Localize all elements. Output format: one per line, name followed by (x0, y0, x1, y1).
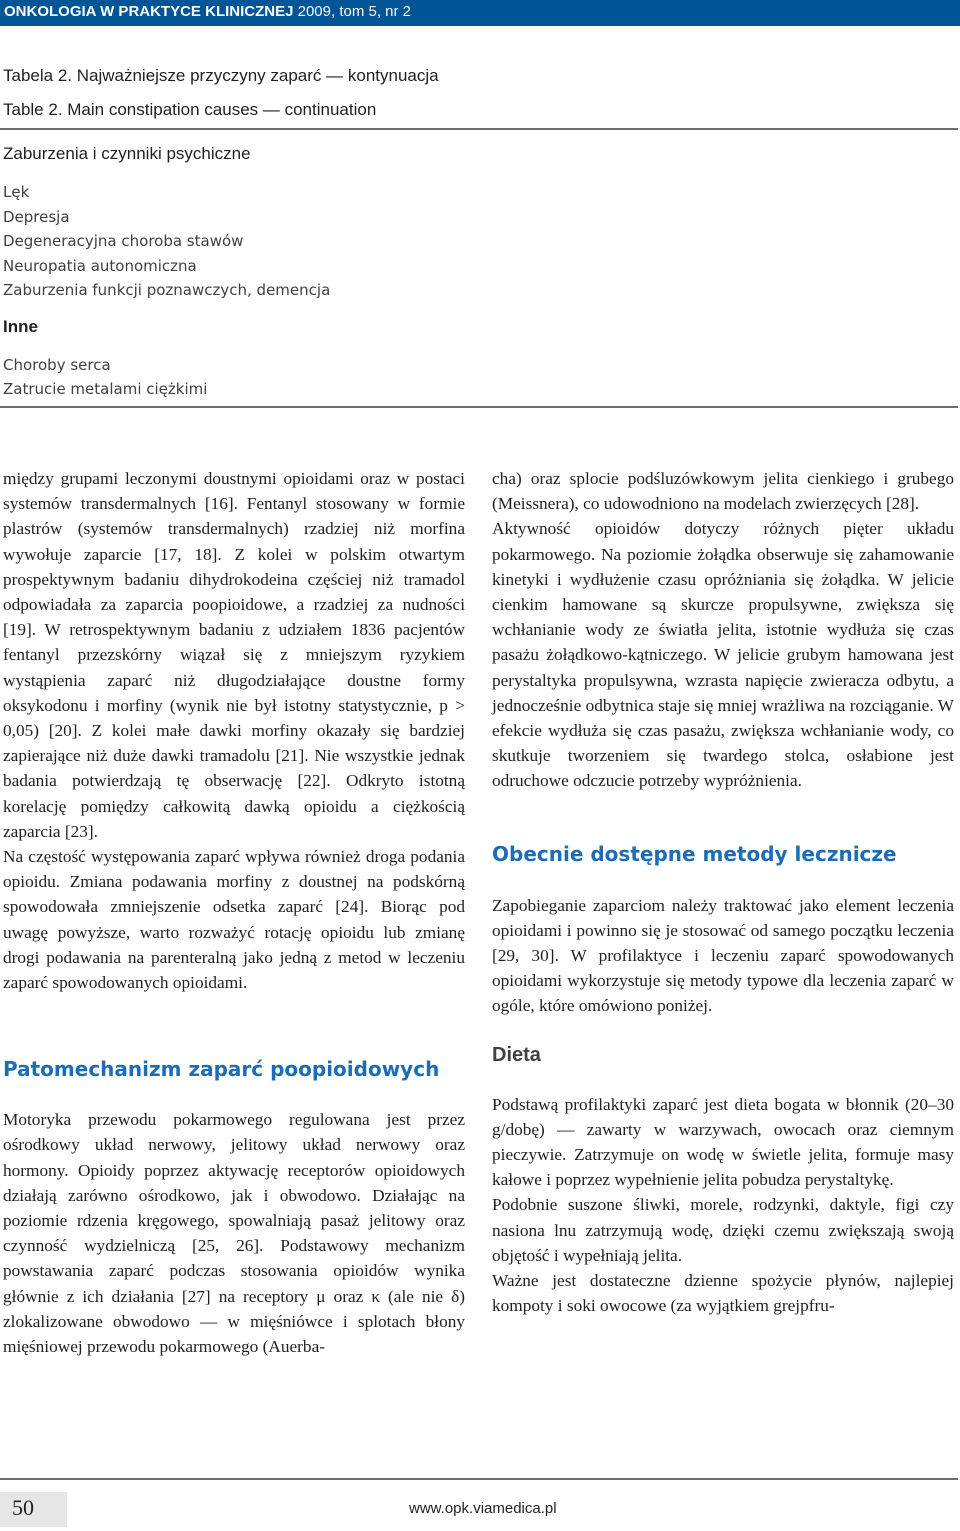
journal-header-bar (0, 0, 960, 26)
table-item: Depresja (3, 208, 70, 226)
body-paragraph: Motoryka przewodu pokarmowego regulowana jest przez ośrodkowy układ nerwowy, jelitowy układ nerwowy oraz hormony. Opioidy poprzez aktywację receptorów opioidowych działają zarówno ośrodkowo, jak i obwodowo. Działając na poziomie rdzenia kręgowego, spowalniają pasaż jelitowy oraz czynność wydzielniczą [25, 26]. Podstawowy mechanizm powstawania zaparć podczas stosowania opioidów wynika głównie z ich działania [27] na receptory μ oraz κ (ale nie δ) zlokalizowane obwodowo — w mięśniówce i splotach błony mięśniowej przewodu pokarmowego (Auerba- (3, 1110, 465, 1357)
table-section-other: Inne (3, 317, 38, 336)
right-column (492, 466, 954, 1318)
section-heading-pathomechanism: Patomechanizm zaparć poopioidowych (3, 1057, 440, 1082)
body-paragraph: między grupami leczonymi doustnymi opioidami oraz w postaci systemów transdermalnych [16]. Fentanyl stosowany w formie plastrów (systemów transdermalnych) rzadziej niż morfina wywołuje zaparcie [17, 18]. Z kolei w polskim otwartym prospektywnym badaniu dihydrokodeina częściej niż tramadol odpowiadała za zaparcia poopioidowe, a rzadziej za nudności [19]. W retrospektywnym badaniu z udziałem 1836 pacjentów fentanyl przezskórny wiązał się z mniejszym ryzykiem wystąpienia zaparć niż długodziałające doustne formy oksykodonu i morfiny (wynik nie był istotny statystycznie, p > 0,05) [20]. Z kolei małe dawki morfiny okazały się bardziej zapierające niż duże dawki tramadolu [21]. Nie wszystkie jednak badania potwierdzają tę obserwację [22]. Odkryto istotną korelację pomiędzy całkowitą dawką opioidu a ciężkością zaparcia [23]. (3, 469, 465, 841)
page-number-box (0, 1492, 67, 1527)
journal-name: ONKOLOGIA W PRAKTYCE KLINICZNEJ (4, 3, 294, 20)
subheading-diet: Dieta (492, 1043, 541, 1066)
table-2 (0, 56, 958, 410)
body-paragraph: Aktywność opioidów dotyczy różnych pięter układu pokarmowego. Na poziomie żołądka obserwuje się zahamowanie kinetyki i wydłużenie czasu opróżniania się żołądka. W jelicie cienkim hamowane są skurcze propulsywne, zwiększa się wchłanianie wody ze światła jelita, istotnie wydłuża się czas pasażu żołądkowo-kątniczego. W jelicie grubym hamowana jest perystaltyka propulsywna, wzrasta napięcie zwieracza odbytu, a jednocześnie odbytnica staje się mniej wrażliwa na rozciąganie. W efekcie wydłuża się czas pasażu, zwiększa wchłanianie wody, co skutkuje tworzeniem się twardego stolca, osłabione jest odruchowe odczucie potrzeby wypróżnienia. (492, 519, 954, 791)
table-rule (0, 406, 958, 408)
footer-rule (0, 1478, 958, 1480)
table-item: Neuropatia autonomiczna (3, 257, 197, 275)
table-item: Lęk (3, 183, 30, 201)
footer-url[interactable]: www.opk.viamedica.pl (409, 1500, 557, 1517)
table-rule (0, 128, 958, 130)
body-paragraph: cha) oraz splocie podśluzówkowym jelita cienkiego i grubego (Meissnera), co udowodniono na modelach zwierzęcych [28]. (492, 469, 954, 514)
body-paragraph: Podobnie suszone śliwki, morele, rodzynki, daktyle, figi czy nasiona lnu zatrzymują wodę, dzięki czemu zwiększają swoją objętość i wypełniają jelita. (492, 1195, 954, 1265)
body-paragraph: Zapobieganie zaparciom należy traktować jako element leczenia opioidami i powinno się je stosować od samego początku leczenia [29, 30]. W profilaktyce i leczeniu zaparć spowodowanych opioidami wykorzystuje się metody typowe dla leczenia zaparć w ogóle, które omówiono poniżej. (492, 895, 954, 1016)
body-paragraph: Podstawą profilaktyki zaparć jest dieta bogata w błonnik (20–30 g/dobę) — zawarty w warzywach, owocach oraz ciemnym pieczywie. Zatrzymuje on wodę w świetle jelita, formuje masy kałowe i poprzez wypełnienie jelita pobudza perystaltykę. (492, 1094, 954, 1190)
left-column (3, 466, 465, 1359)
table-item: Degeneracyjna choroba stawów (3, 232, 244, 250)
table-caption-en: Table 2. Main constipation causes — continuation (3, 100, 377, 119)
table-section-psych: Zaburzenia i czynniki psychiczne (3, 144, 251, 163)
journal-issue: 2009, tom 5, nr 2 (293, 3, 412, 20)
journal-header (4, 3, 411, 20)
table-item: Choroby serca (3, 356, 111, 374)
body-paragraph: Ważne jest dostateczne dzienne spożycie płynów, najlepiej kompoty i soki owocowe (za wyjątkiem grejpfru- (492, 1271, 954, 1316)
table-caption-pl: Tabela 2. Najważniejsze przyczyny zaparć — kontynuacja (3, 66, 439, 85)
page-number: 50 (12, 1495, 34, 1520)
body-paragraph: Na częstość występowania zaparć wpływa również droga podania opioidu. Zmiana podawania morfiny z doustnej na podskórną spowodowała zmniejszenie odsetka zaparć [24]. Biorąc pod uwagę powyższe, warto rozważyć rotację opioidu lub zmianę drogi podawania na parenteralną jako jedną z metod w leczeniu zaparć spowodowanych opioidami. (3, 847, 465, 993)
table-item: Zaburzenia funkcji poznawczych, demencja (3, 281, 331, 299)
section-heading-treatment: Obecnie dostępne metody lecznicze (492, 841, 897, 866)
table-item: Zatrucie metalami ciężkimi (3, 380, 208, 398)
